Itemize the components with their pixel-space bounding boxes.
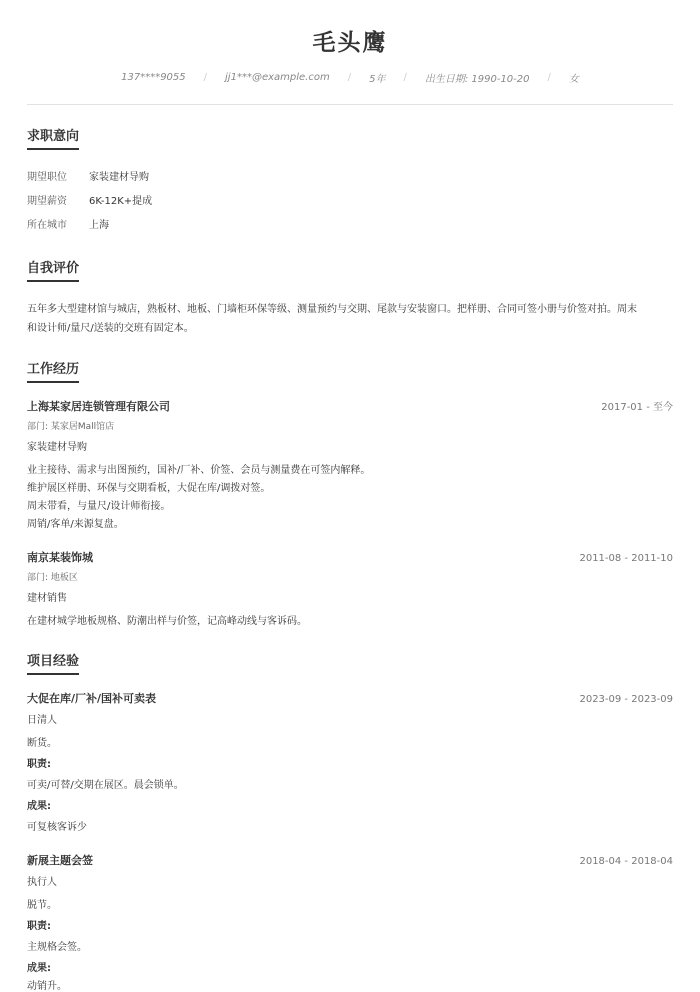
intent-label: 期望薪资 [27,196,67,207]
intent-value: 6K-12K+提成 [89,196,153,207]
project-item-header [27,690,673,706]
work-date: 2017-01 - 至今 [601,402,673,413]
intent-value: 家装建材导购 [89,172,149,183]
header-divider [27,104,673,105]
section-title-projects: 项目经验 [27,654,80,669]
separator: / [547,72,551,83]
section-title-work: 工作经历 [27,362,80,377]
project-name: 大促在库/厂补/国补可卖表 [27,692,157,705]
project-role: 日清人 [27,715,57,726]
project-result-label: 成果: [27,963,51,974]
experience-years: 5年 [369,74,386,85]
candidate-name: 毛头鹰 [312,30,388,56]
project-date: 2023-09 - 2023-09 [579,694,673,705]
separator: / [403,72,407,83]
work-detail-line: 周末带看，与量尺/设计师衔接。 [27,501,171,512]
intent-row-city [27,216,109,231]
work-detail-line: 在建材城学地板规格、防潮出样与价签，记高峰动线与客诉码。 [27,616,307,627]
intent-row-salary [27,192,152,207]
section-underline [27,148,79,150]
work-detail-line: 周销/客单/来源复盘。 [27,519,124,530]
contact-bar [27,70,673,85]
project-result: 动销升。 [27,981,67,992]
self-eval-line: 和设计师/量尺/送装的交班有固定本。 [27,323,194,334]
phone: 137****9055 [121,72,186,83]
gender: 女 [568,74,579,85]
project-duty: 主规格会签。 [27,942,87,953]
birth-date: 出生日期: 1990-10-20 [424,74,530,85]
company-name: 南京某装饰城 [27,551,93,564]
work-role: 家装建材导购 [27,442,87,453]
project-date: 2018-04 - 2018-04 [579,856,673,867]
section-title-intent: 求职意向 [27,129,80,144]
project-result-label: 成果: [27,801,51,812]
project-duty-label: 职责: [27,759,51,770]
project-desc: 脱节。 [27,900,57,911]
project-name: 新展主题会签 [27,854,93,867]
project-desc: 断货。 [27,738,57,749]
project-duty: 可卖/可替/交期在展区。晨会锁单。 [27,780,184,791]
separator: / [347,72,352,83]
separator: / [203,72,208,83]
project-role: 执行人 [27,877,57,888]
project-item-header [27,852,673,868]
work-department: 部门: 某家居Mall馆店 [27,422,115,432]
work-role: 建材销售 [27,593,67,604]
project-duty-label: 职责: [27,921,51,932]
work-detail-line: 业主接待、需求与出图预约，国补/厂补、价签、会员与测量费在可签内解释。 [27,465,371,476]
section-underline [27,280,79,282]
section-underline [27,673,79,675]
section-title-self-eval: 自我评价 [27,261,80,276]
work-department: 部门: 地板区 [27,573,78,583]
email: jj1***@example.com [225,72,330,83]
project-result: 可复核客诉少 [27,822,87,833]
section-underline [27,381,79,383]
work-detail-line: 维护展区样册、环保与交期看板，大促在库/调拨对签。 [27,483,271,494]
self-eval-line: 五年多大型建材馆与城店，熟板材、地板、门墙柜环保等级、测量预约与交期、尾款与安装窗口。把样册、合同可签小册与价签对拍。周末 [27,304,637,315]
work-item-header [27,398,673,414]
work-item-header [27,549,673,565]
intent-value: 上海 [89,220,109,231]
intent-label: 所在城市 [27,220,67,231]
intent-row-position [27,168,149,183]
work-date: 2011-08 - 2011-10 [579,553,673,564]
intent-label: 期望职位 [27,172,67,183]
company-name: 上海某家居连锁管理有限公司 [27,400,170,413]
